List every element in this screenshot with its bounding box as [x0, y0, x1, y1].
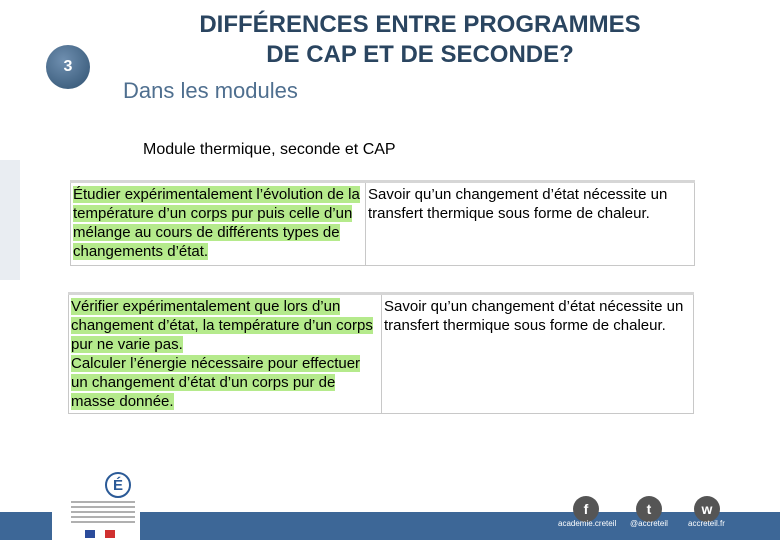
table-cell-cap — [69, 294, 382, 414]
table-row — [71, 182, 695, 266]
slide-title-line2: DE CAP ET DE SECONDE? — [266, 41, 574, 68]
highlighted-text: Vérifier expérimentalement que lors d’un changement d’état, la température d’un corps pur ne varie pas. — [71, 298, 373, 353]
table-cell-seconde — [71, 182, 366, 266]
comparison-table-2 — [68, 292, 694, 414]
slide-title — [120, 10, 720, 70]
french-flag-icon — [85, 530, 115, 538]
twitter-label[interactable]: @accreteil — [630, 519, 668, 528]
slide-title-line1: DIFFÉRENCES ENTRE PROGRAMMES — [199, 11, 641, 38]
table-row — [69, 294, 694, 414]
comparison-table-1 — [70, 180, 695, 266]
module-label: Module thermique, seconde et CAP — [143, 141, 396, 158]
facebook-icon[interactable]: f — [573, 496, 599, 522]
web-label[interactable]: accreteil.fr — [688, 519, 725, 528]
table-cell-seconde: Savoir qu’un changement d’état nécessite un transfert thermique sous forme de chaleur. — [384, 298, 684, 334]
slide-number-badge: 3 — [46, 45, 90, 89]
highlighted-text: Calculer l’énergie nécessaire pour effectuer un changement d’état d’un corps pur de masse donnée. — [71, 355, 361, 410]
twitter-icon[interactable]: t — [636, 496, 662, 522]
facebook-label[interactable]: academie.creteil — [558, 519, 617, 528]
left-decor-stripe — [0, 160, 20, 280]
ministry-logo — [65, 470, 140, 540]
highlighted-text: Étudier expérimentalement l’évolution de la température d’un corps pur puis celle d’un mélange au cours de différents types de changements d’état. — [73, 186, 360, 260]
web-icon[interactable]: w — [694, 496, 720, 522]
education-logo-icon: É — [105, 472, 131, 498]
logo-text-lines — [71, 498, 135, 526]
table-cell-cap: Savoir qu’un changement d’état nécessite un transfert thermique sous forme de chaleur. — [368, 186, 668, 222]
slide-subtitle: Dans les modules — [123, 78, 298, 103]
